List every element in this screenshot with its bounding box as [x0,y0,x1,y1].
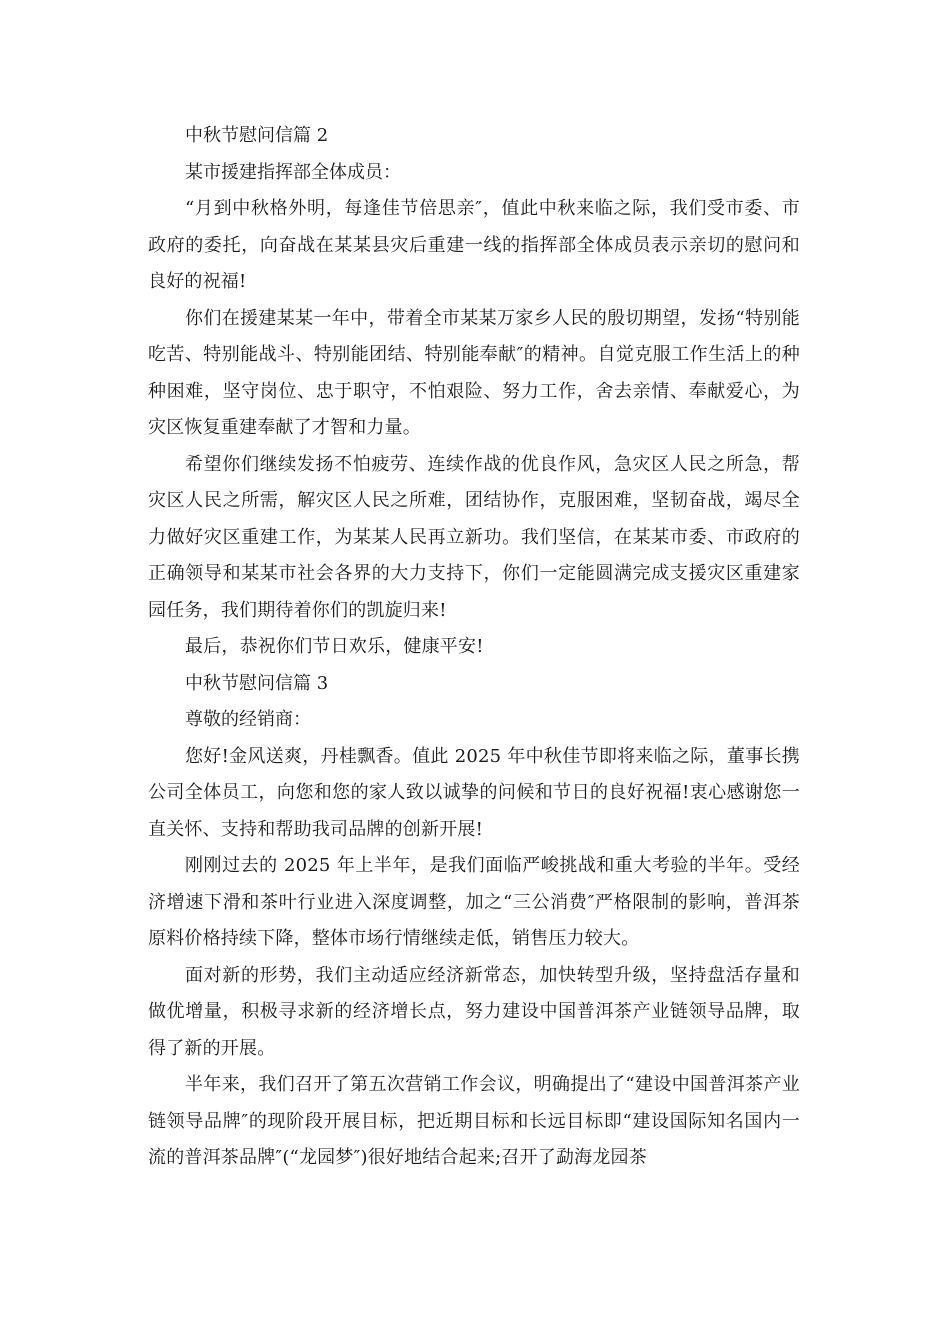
letter3-paragraph-3: 面对新的形势，我们主动适应经济新常态，加快转型升级，坚持盘活存量和做优增量，积极寻求新的经济增长点，努力建设中国普洱茶产业链领导品牌，取得了新的开展。 [148,964,800,1059]
letter2-paragraph-4: 最后，恭祝你们节日欢乐，健康平安! [185,636,484,657]
letter3-paragraph-1: 您好!金风送爽，丹桂飘香。值此 2025 年中秋佳节即将来临之际，董事长携公司全体员工，向您和您的家人致以诚挚的问候和节日的良好祝福!衷心感谢您一直关怀、支持和帮助我司品牌的创新开展! [148,745,800,840]
letter3-paragraph-2: 刚刚过去的 2025 年上半年，是我们面临严峻挑战和重大考验的半年。受经济增速下滑和茶叶行业进入深度调整，加之“三公消费″严格限制的影响，普洱茶原料价格持续下降，整体市场行情继续走低，销售压力较大。 [148,855,800,949]
letter2-paragraph-1: “月到中秋格外明，每逢佳节倍思亲″，值此中秋来临之际，我们受市委、市政府的委托，向奋战在某某县灾后重建一线的指挥部全体成员表示亲切的慰问和良好的祝福! [148,198,800,292]
letter2-heading: 中秋节慰问信篇 2 [185,125,329,146]
letter3-salutation: 尊敬的经销商： [185,709,311,730]
document-page [148,118,800,1177]
letter2-paragraph-2: 你们在援建某某一年中，带着全市某某万家乡人民的殷切期望，发扬“特别能吃苦、特别能战斗、特别能团结、特别能奉献″的精神。自觉克服工作生活上的种种困难，坚守岗位、忠于职守，不怕艰险、努力工作，舍去亲情、奉献爱心，为灾区恢复重建奉献了才智和力量。 [148,307,800,438]
letter3-paragraph-4: 半年来，我们召开了第五次营销工作会议，明确提出了“建设中国普洱茶产业链领导品牌″的现阶段开展目标，把近期目标和长远目标即“建设国际知名国内一流的普洱茶品牌″(“龙园梦″)很好地结合起来;召开了勐海龙园茶 [148,1074,800,1168]
letter3-heading: 中秋节慰问信篇 3 [185,672,329,694]
letter2-salutation: 某市援建指挥部全体成员： [185,161,401,183]
letter2-paragraph-3: 希望你们继续发扬不怕疲劳、连续作战的优良作风，急灾区人民之所急，帮灾区人民之所需，解灾区人民之所难，团结协作，克服困难，坚韧奋战，竭尽全力做好灾区重建工作，为某某人民再立新功。我们坚信，在某某市委、市政府的正确领导和某某市社会各界的大力支持下，你们一定能圆满完成支援灾区重建家园任务，我们期待着你们的凯旋归来! [148,453,800,621]
